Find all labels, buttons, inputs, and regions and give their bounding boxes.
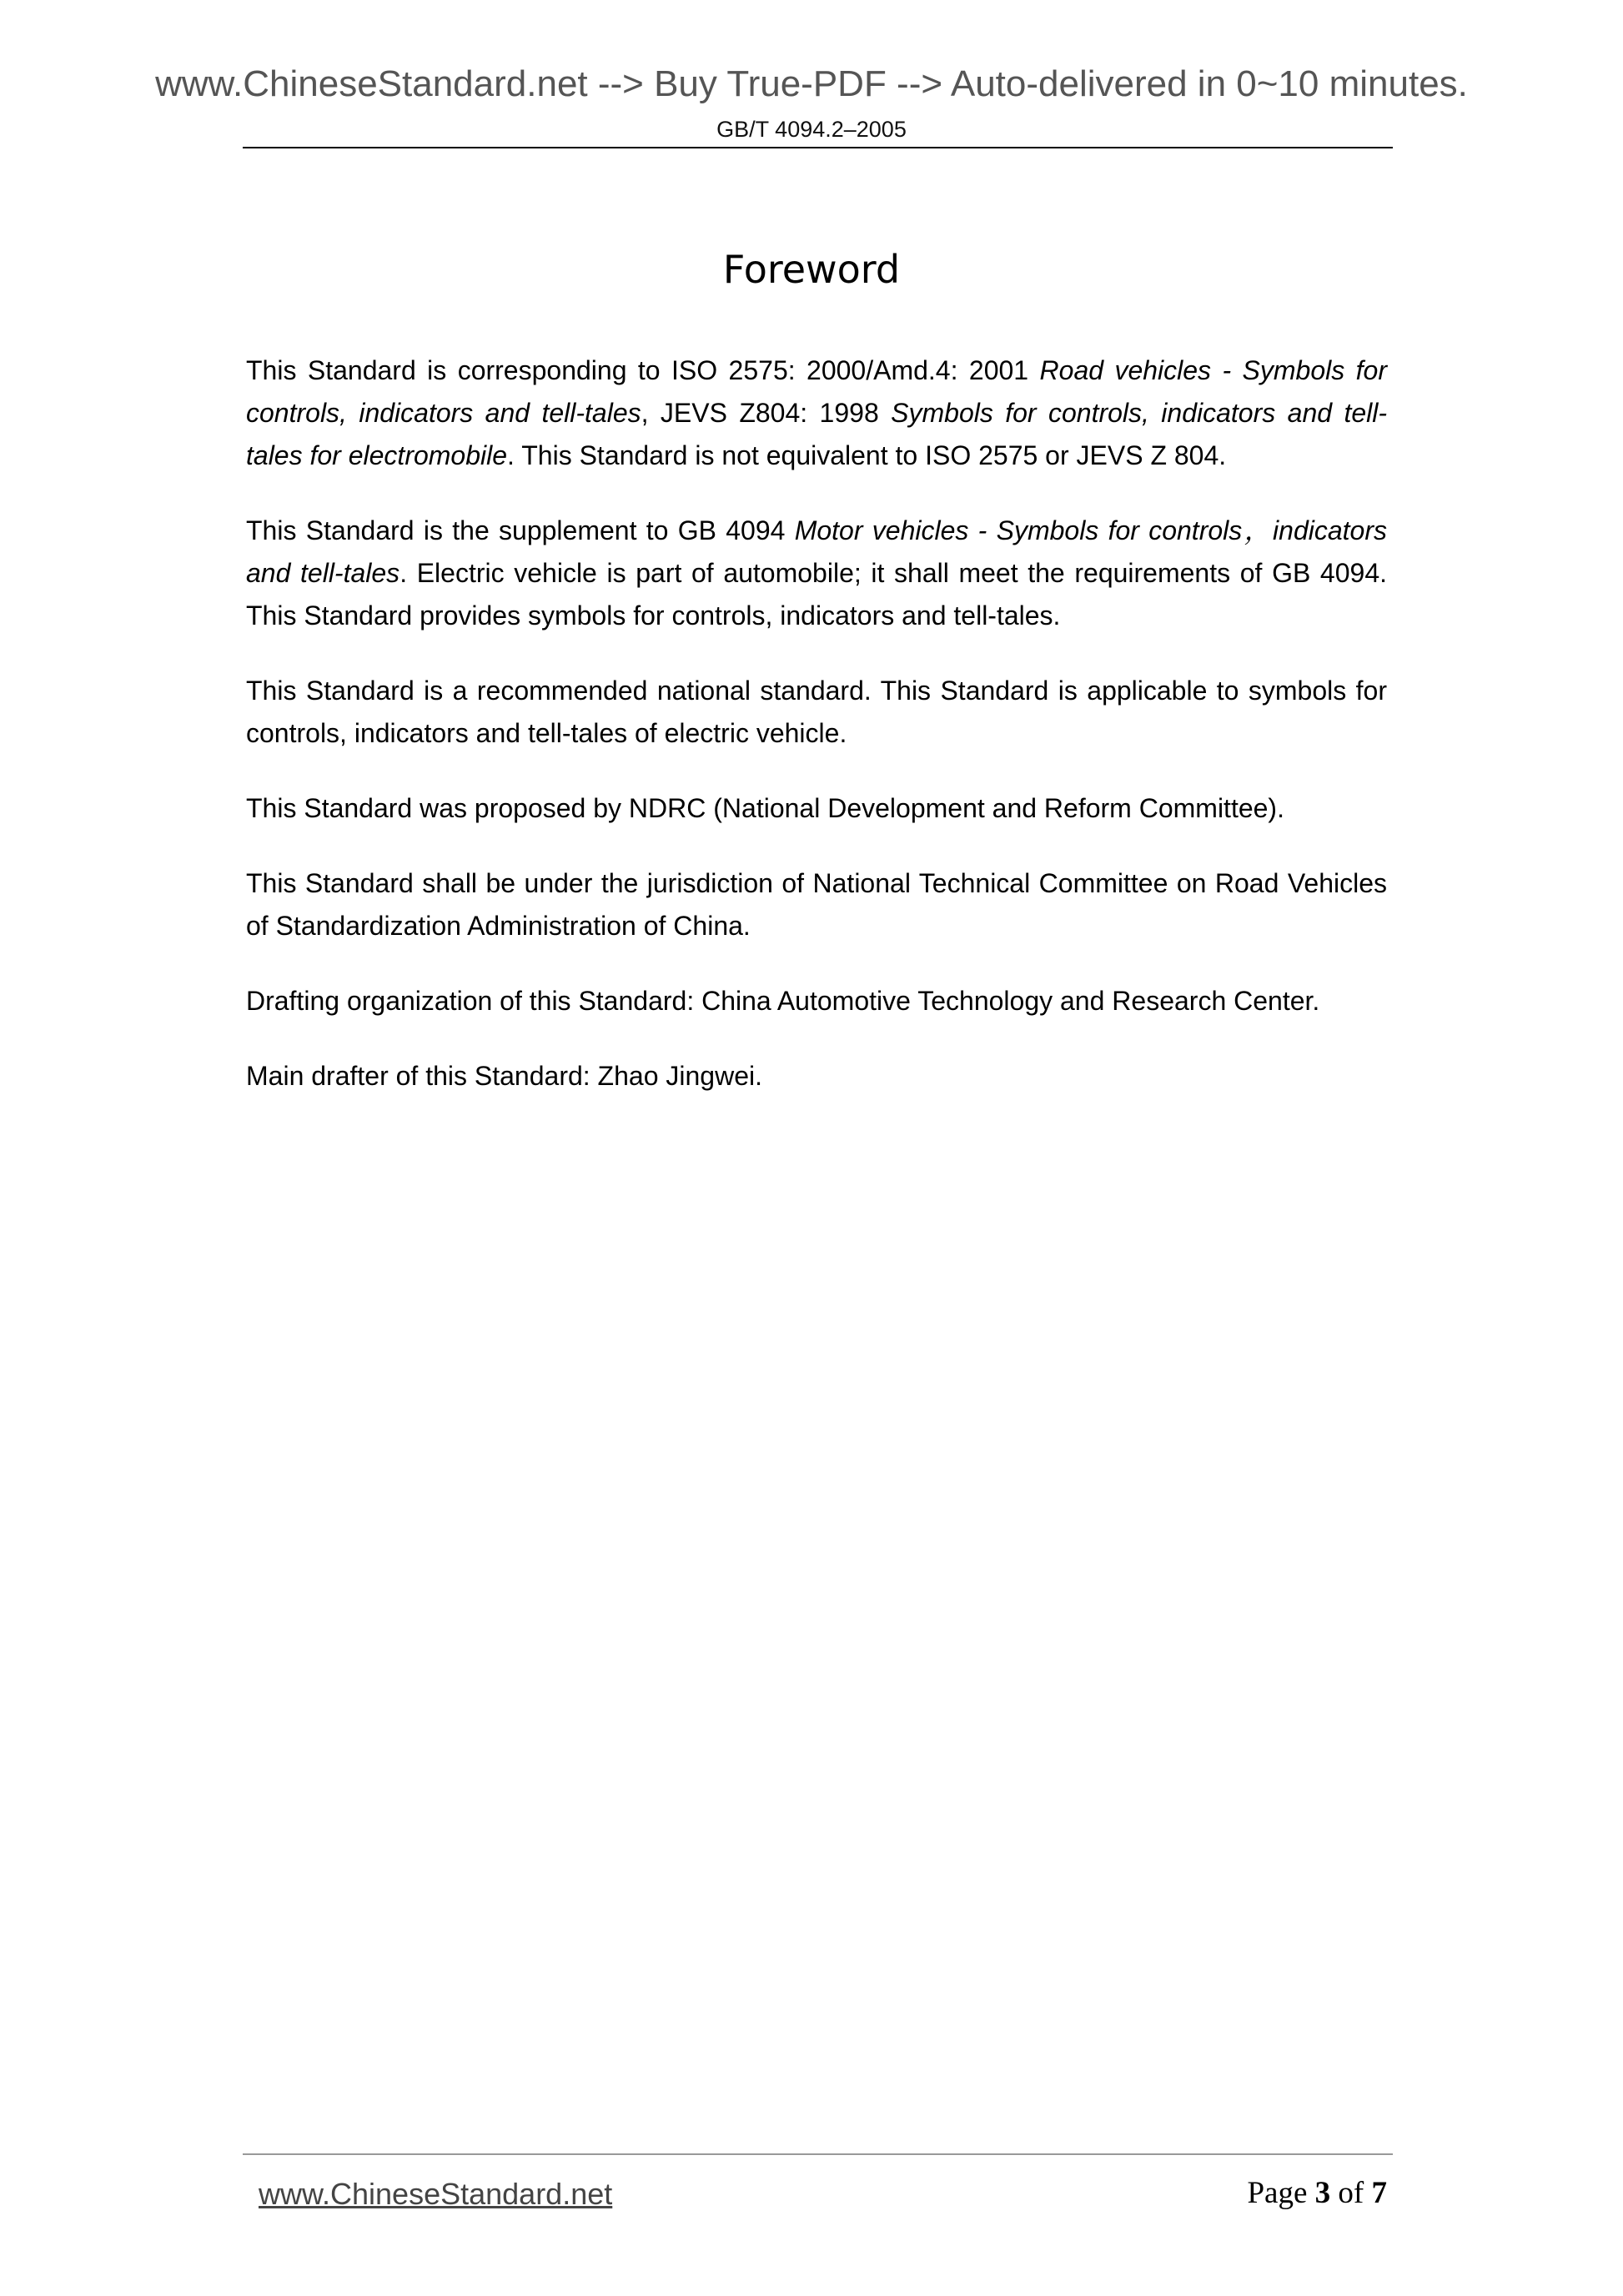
italic-title: Motor vehicles - Symbols for controls，indicators and tell-tales xyxy=(246,515,1387,588)
text-segment: , JEVS Z804: 1998 xyxy=(641,398,892,428)
paragraph-correspondence xyxy=(246,349,1387,477)
paragraph-proposed-by: This Standard was proposed by NDRC (National Development and Reform Committee). xyxy=(246,793,1284,823)
page-title: Foreword xyxy=(722,247,901,292)
text-segment: This Standard is the supplement to GB 4094 xyxy=(246,515,795,545)
paragraph-jurisdiction: This Standard shall be under the jurisdiction of National Technical Committee on Road Vehicles of Standardization Administration of China. xyxy=(246,868,1387,941)
header-banner: www.ChineseStandard.net --> Buy True-PDF --> Auto-delivered in 0~10 minutes. xyxy=(155,63,1468,104)
header-divider xyxy=(243,147,1393,148)
page-of: of xyxy=(1330,2176,1372,2210)
text-segment: . This Standard is not equivalent to ISO 2575 or JEVS Z 804. xyxy=(507,440,1227,470)
italic-title: Symbols for controls, indicators and tell-tales for electromobile xyxy=(246,398,1388,470)
footer-divider xyxy=(243,2153,1393,2155)
page-indicator xyxy=(1247,2175,1387,2211)
paragraph-applicability: This Standard is a recommended national standard. This Standard is applicable to symbols for controls, indicators and tell-tales of electric vehicle. xyxy=(246,676,1387,748)
footer-website-link[interactable]: www.ChineseStandard.net xyxy=(259,2177,613,2211)
italic-title: Road vehicles - Symbols for controls, indicators and tell-tales xyxy=(246,355,1388,428)
page-prefix: Page xyxy=(1247,2176,1315,2210)
document-number: GB/T 4094.2–2005 xyxy=(716,117,907,142)
page-total: 7 xyxy=(1371,2176,1387,2210)
paragraph-main-drafter: Main drafter of this Standard: Zhao Jingwei. xyxy=(246,1061,762,1091)
text-segment: This Standard is corresponding to ISO 2575: 2000/Amd.4: 2001 xyxy=(246,355,1040,385)
text-segment: . Electric vehicle is part of automobile; it shall meet the requirements of GB 4094. This Standard provides symbols for controls, indicators and tell-tales. xyxy=(246,558,1388,631)
paragraph-supplement xyxy=(246,510,1387,637)
page-current: 3 xyxy=(1314,2176,1331,2210)
paragraph-drafting-organization: Drafting organization of this Standard: China Automotive Technology and Research Center. xyxy=(246,986,1320,1016)
foreword-body xyxy=(246,349,1387,1130)
